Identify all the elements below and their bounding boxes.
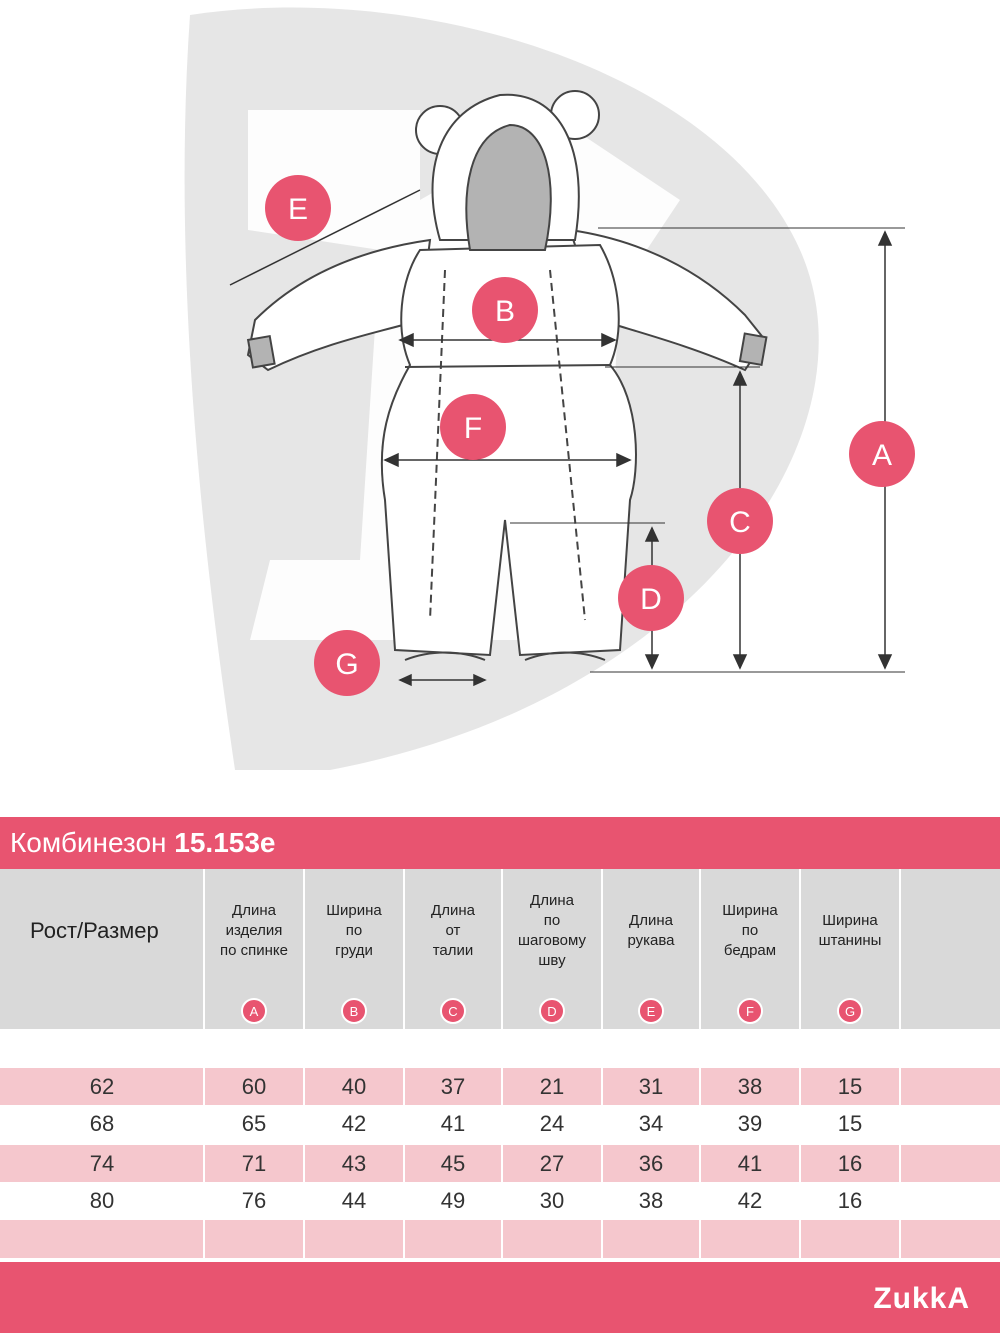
table-row (0, 1105, 1000, 1143)
column-header-d-text: Длина по шаговому шву (518, 892, 586, 969)
table-cell-f: 39 (737, 1111, 763, 1136)
label-b: B (494, 295, 516, 328)
table-cell-a: 76 (241, 1188, 267, 1213)
table-cell-size: 68 (89, 1111, 115, 1136)
table-cell-a: 65 (241, 1111, 267, 1136)
size-header: Рост/Размер (30, 918, 159, 943)
label-a-badge (849, 421, 915, 487)
table-row (0, 1182, 1000, 1220)
table-cell-f: 41 (737, 1150, 763, 1176)
column-header-f (700, 869, 800, 993)
table-cell-e: 36 (638, 1150, 664, 1176)
table-cell-c: 45 (440, 1150, 466, 1176)
table-cell-b: 43 (341, 1150, 367, 1176)
label-a: A (871, 439, 893, 472)
column-header-e-text: Длина рукава (627, 912, 675, 949)
table-cell-size: 62 (89, 1073, 115, 1099)
label-e-badge (265, 175, 331, 241)
column-header-g-text: Ширина штанины (818, 912, 882, 949)
table-cell-c: 41 (440, 1111, 466, 1136)
table-cell-g: 15 (837, 1073, 863, 1099)
table-row (0, 1068, 1000, 1105)
letter-row (0, 993, 1000, 1029)
table-cell-f: 38 (737, 1073, 763, 1099)
column-header-a (204, 869, 304, 993)
table-cell-e: 31 (638, 1073, 664, 1099)
table-cell-c: 37 (440, 1073, 466, 1099)
table-cell-e: 34 (638, 1111, 664, 1136)
table-cell-g: 15 (837, 1111, 863, 1136)
table-cell-size: 80 (89, 1188, 115, 1213)
label-e: E (287, 193, 309, 226)
label-g-badge (314, 630, 380, 696)
product-title (10, 827, 275, 859)
table-cell-a: 60 (241, 1073, 267, 1099)
table-header-row (0, 869, 1000, 993)
letter-badge-e: E (638, 998, 664, 1024)
table-cell-size: 74 (89, 1150, 115, 1176)
column-header-b (304, 869, 404, 993)
table-cell-d: 24 (539, 1111, 565, 1136)
column-header-a-text: Длина изделия по спинке (220, 902, 288, 959)
label-g: G (335, 648, 359, 681)
column-header-d (502, 869, 602, 993)
column-header-c (404, 869, 502, 993)
table-cell-b: 44 (341, 1188, 367, 1213)
letter-badge-f: F (737, 998, 763, 1024)
table-cell-b: 40 (341, 1073, 367, 1099)
label-b-badge (472, 277, 538, 343)
table-cell-d: 27 (539, 1150, 565, 1176)
product-name: Комбинезон (10, 827, 167, 858)
brand-logo: ZukkA (873, 1282, 970, 1315)
letter-badge-d: D (539, 998, 565, 1024)
table-cell-g: 16 (837, 1188, 863, 1213)
footer-bar (0, 1262, 1000, 1333)
table-cell-d: 21 (539, 1073, 565, 1099)
table-cell-g: 16 (837, 1150, 863, 1176)
letter-badge-a: A (241, 998, 267, 1024)
table-cell-a: 71 (241, 1150, 267, 1176)
table-cell-c: 49 (440, 1188, 466, 1213)
label-f-badge (440, 394, 506, 460)
table-cell-f: 42 (737, 1188, 763, 1213)
product-title-bar (0, 817, 1000, 869)
column-header-f-text: Ширина по бедрам (722, 902, 778, 959)
table-cell-e: 38 (638, 1188, 664, 1213)
column-header-b-text: Ширина по груди (326, 902, 382, 959)
column-header-g (800, 869, 900, 993)
column-header-c-text: Длина от талии (431, 902, 475, 959)
letter-badge-c: C (440, 998, 466, 1024)
label-d: D (640, 583, 662, 616)
label-c: C (729, 506, 751, 539)
table-cell-b: 42 (341, 1111, 367, 1136)
product-code: 15.153e (174, 827, 276, 858)
column-header-e (602, 869, 700, 993)
letter-badge-b: B (341, 998, 367, 1024)
table-row (0, 1145, 1000, 1182)
table-empty-row (0, 1220, 1000, 1258)
label-c-badge (707, 488, 773, 554)
label-f: F (463, 412, 483, 445)
label-d-badge (618, 565, 684, 631)
letter-badge-g: G (837, 998, 863, 1024)
table-cell-d: 30 (539, 1188, 565, 1213)
